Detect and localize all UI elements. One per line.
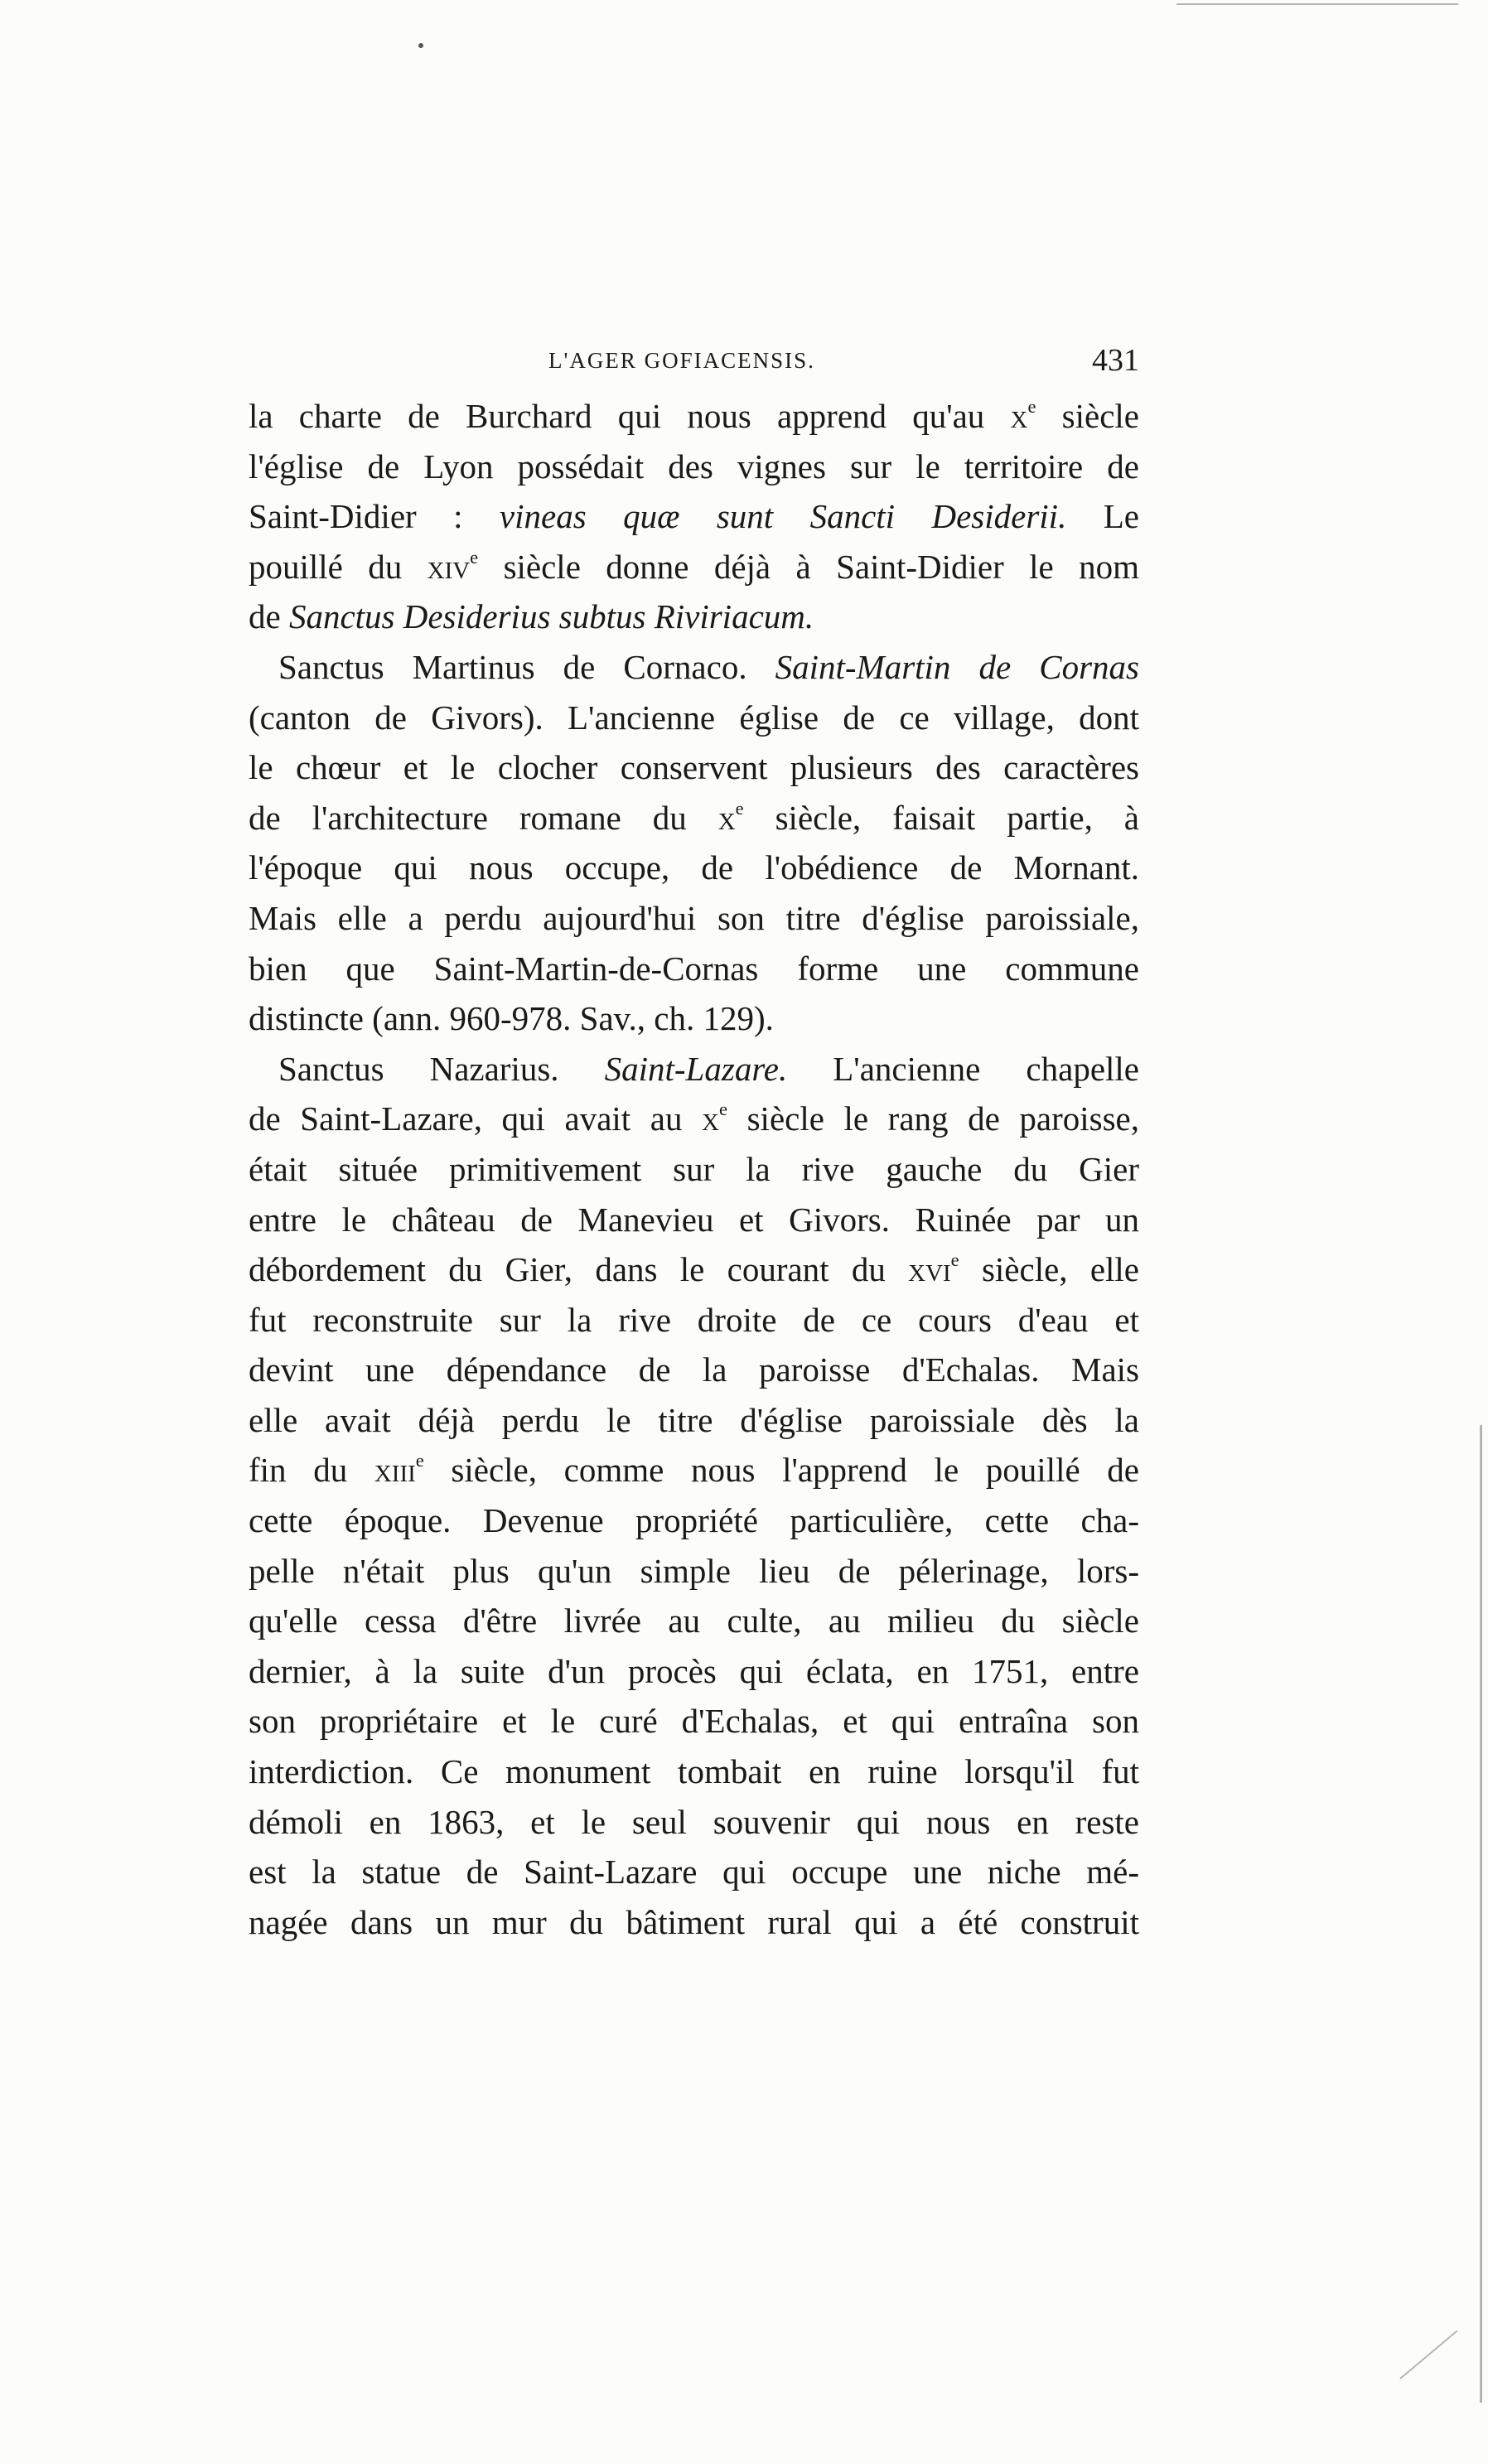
text-line: de Sanctus Desiderius subtus Riviriacum. — [249, 597, 814, 636]
running-title: L'AGER GOFIACENSIS. — [548, 348, 815, 373]
text-line: devint une dépendance de la paroisse d'Echalas. Mais — [249, 1350, 1139, 1389]
text-line: de Saint-Lazare, qui avait au $x^e$ siècle le rang de paroisse, — [249, 1099, 1139, 1138]
text-line: démoli en 1863, et le seul souvenir qui nous en reste — [249, 1802, 1139, 1841]
scan-fold-mark — [1399, 2330, 1457, 2379]
text-line: fin du xiii$^e$ siècle, comme nous l'apprend le pouillé de — [249, 1450, 1139, 1490]
text-line: l'époque qui nous occupe, de l'obédience de Mornant. — [249, 848, 1139, 887]
body-text — [249, 391, 1139, 1947]
text-line: était située primitivement sur la rive gauche du Gier — [249, 1149, 1139, 1188]
text-line: qu'elle cessa d'être livrée au culte, au milieu du siècle — [249, 1602, 1139, 1640]
text-line: Mais elle a perdu aujourd'hui son titre d'église paroissiale, — [249, 898, 1139, 937]
text-line: son propriétaire et le curé d'Echalas, et qui entraîna son — [249, 1702, 1139, 1741]
text-line: débordement du Gier, dans le courant du xvi$^e$ siècle, elle — [249, 1249, 1139, 1289]
scan-speck — [418, 43, 423, 48]
text-line: est la statue de Saint-Lazare qui occupe une niche mé- — [249, 1853, 1139, 1891]
text-line: Saint-Didier : vineas quæ sunt Sancti Desiderii. Le — [249, 497, 1139, 536]
text-line: fut reconstruite sur la rive droite de ce cours d'eau et — [249, 1300, 1139, 1339]
text-line: distincte (ann. 960-978. Sav., ch. 129). — [249, 999, 774, 1038]
text-line: de l'architecture romane du $x^e$ siècle, faisait partie, à — [249, 797, 1139, 837]
text-line: pelle n'était plus qu'un simple lieu de pélerinage, lors- — [249, 1551, 1139, 1590]
page-number: 431 — [1092, 343, 1139, 378]
text-line: bien que Saint-Martin-de-Cornas forme une commune — [249, 949, 1139, 988]
text-line: (canton de Givors). L'ancienne église de ce village, dont — [249, 698, 1139, 737]
text-line: nagée dans un mur du bâtiment rural qui a été construit — [249, 1902, 1139, 1941]
text-line: l'église de Lyon possédait des vignes sur le territoire de — [249, 447, 1139, 486]
text-line: elle avait déjà perdu le titre d'église paroissiale dès la — [249, 1400, 1139, 1439]
text-line: dernier, à la suite d'un procès qui éclata, en 1751, entre — [249, 1651, 1139, 1690]
scan-edge-line-top — [1176, 3, 1458, 5]
text-line: la charte de Burchard qui nous apprend qu'au $x^e$ siècle — [249, 395, 1139, 435]
page-header — [249, 336, 1139, 385]
text-line: Sanctus Nazarius. Saint-Lazare. L'ancienne chapelle — [278, 1049, 1139, 1088]
scan-edge-line — [1480, 1425, 1482, 2403]
text-line: pouillé du xiv$^e$ siècle donne déjà à Saint-Didier le nom — [249, 546, 1139, 586]
text-line: Sanctus Martinus de Cornaco. Saint-Martin de Cornas — [278, 647, 1139, 686]
text-line: le chœur et le clocher conservent plusieurs des caractères — [249, 748, 1139, 787]
text-line: interdiction. Ce monument tombait en ruine lorsqu'il fut — [249, 1752, 1139, 1791]
text-line: entre le château de Manevieu et Givors. Ruinée par un — [249, 1200, 1139, 1239]
text-line: cette époque. Devenue propriété particulière, cette cha- — [249, 1501, 1139, 1540]
